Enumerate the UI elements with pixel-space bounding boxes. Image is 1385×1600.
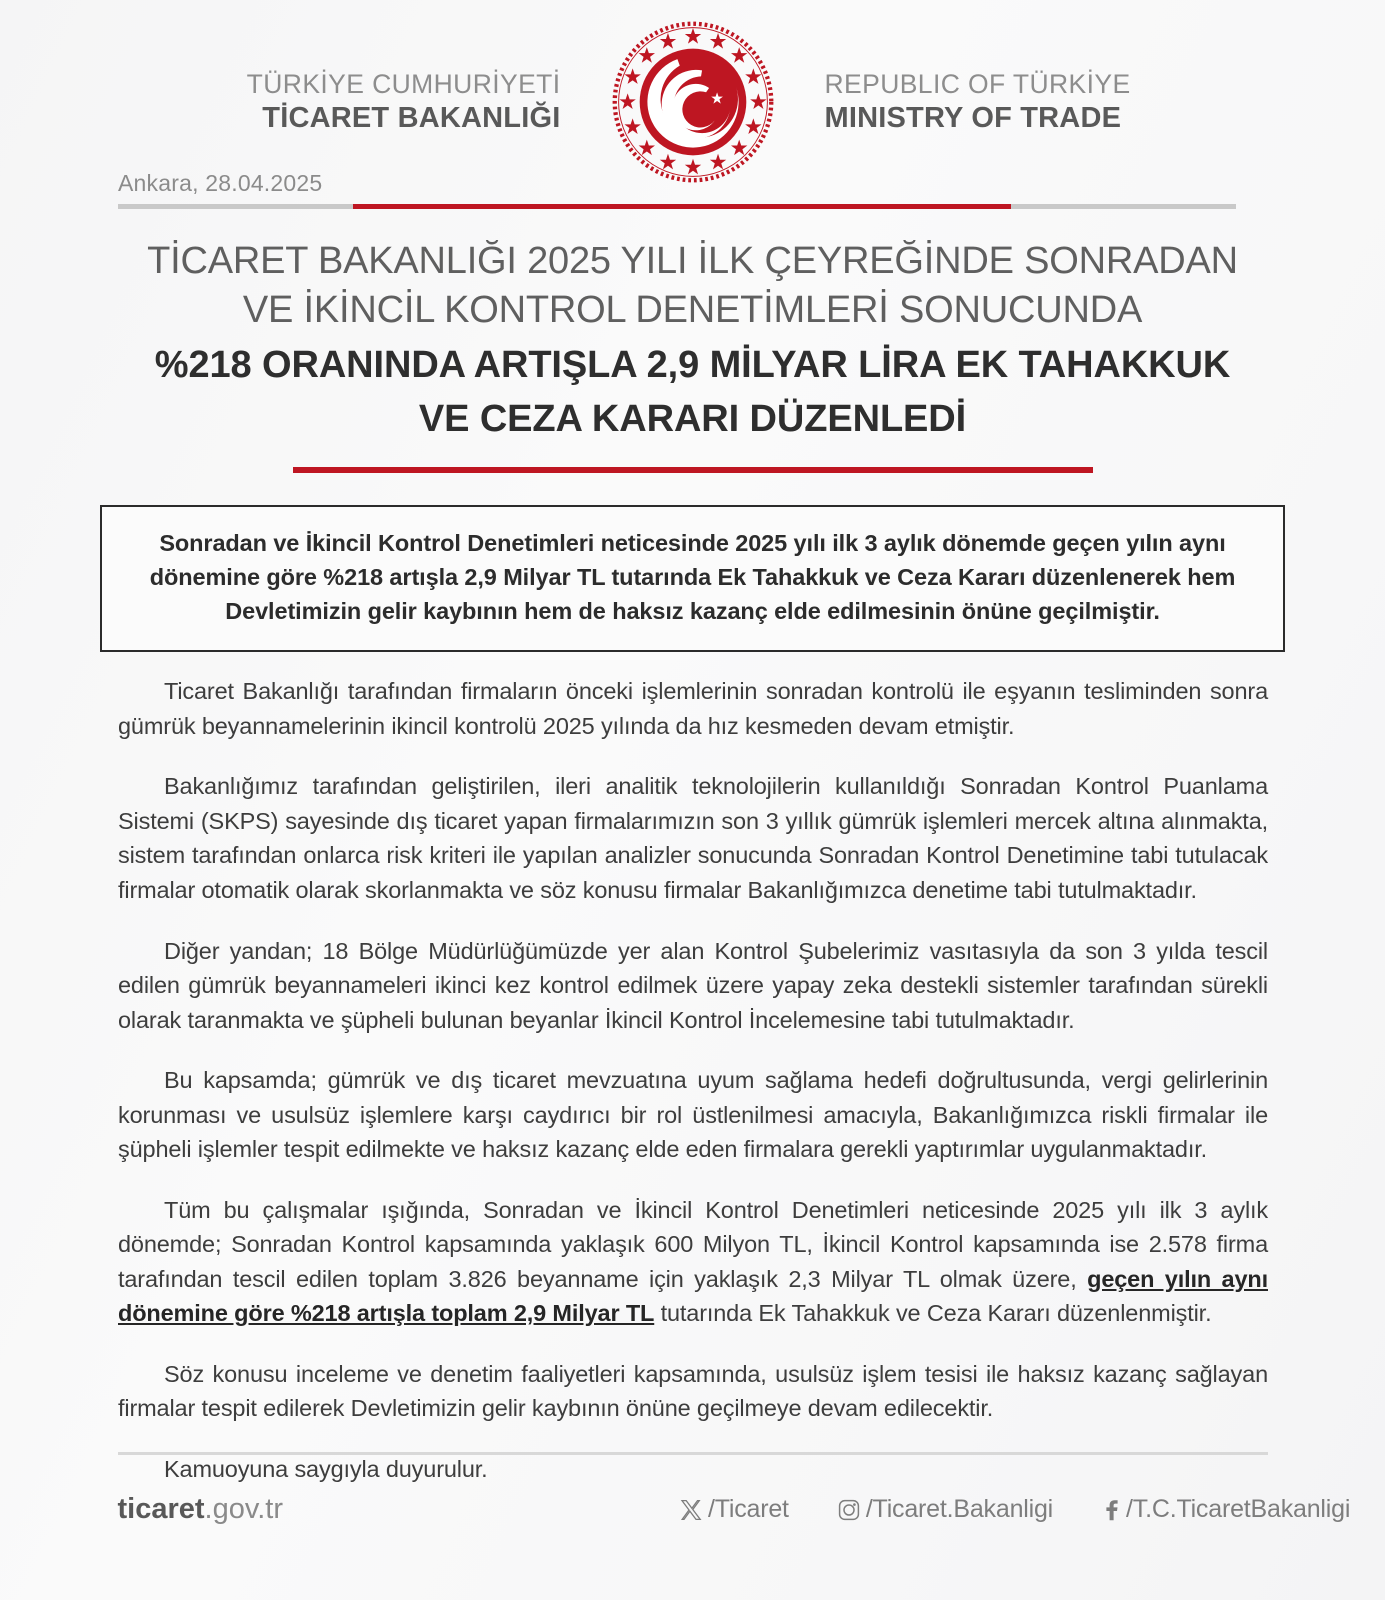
- social-link-instagram[interactable]: [837, 1495, 1053, 1524]
- masthead-tr-line1: TÜRKİYE CUMHURİYETİ: [246, 68, 561, 99]
- social-link-x[interactable]: [679, 1495, 789, 1524]
- paragraph-7: Kamuoyuna saygıyla duyurulur.: [164, 1455, 488, 1482]
- paragraph-5-emphasis: geçen yılın aynı dönemine göre %218 artışla toplam 2,9 Milyar TL: [118, 1265, 1268, 1327]
- social-handle-instagram: /Ticaret.Bakanligi: [865, 1495, 1054, 1523]
- page-title: [0, 237, 1385, 473]
- divider-segment-right: [1011, 204, 1236, 209]
- x-twitter-icon: [679, 1498, 703, 1522]
- turkish-ministry-of-trade-emblem: [607, 16, 779, 188]
- headline-line-3: %218 ORANINDA ARTIŞLA 2,9 MİLYAR LİRA EK TAHAKKUK: [154, 343, 1231, 386]
- paragraph-6: Söz konusu inceleme ve denetim faaliyetleri kapsamında, usulsüz işlem tesisi ile haksız kazanç sağlayan firmalar tespit edilerek Devletimizin gelir kaybının önüne geçilmeye devam edilecektir.: [118, 1360, 1268, 1422]
- headline-accent-rule: [293, 467, 1093, 473]
- paragraph-5: [118, 1193, 1268, 1331]
- instagram-icon: [837, 1498, 861, 1522]
- divider-segment-left: [118, 204, 353, 209]
- headline-line-1: TİCARET BAKANLIĞI 2025 YILI İLK ÇEYREĞİNDE SONRADAN: [147, 240, 1238, 282]
- website-brand[interactable]: [118, 1493, 283, 1526]
- paragraph-1: Ticaret Bakanlığı tarafından firmaların önceki işlemlerinin sonradan kontrolü ile eşyanın tesliminden sonra gümrük beyannamelerinin ikincil kontrolü 2025 yılında da hız kesmeden devam etmiştir.: [118, 678, 1268, 739]
- facebook-icon: [1101, 1498, 1121, 1522]
- brand-domain: .gov.tr: [204, 1493, 283, 1525]
- headline-line-4: VE CEZA KARARI DÜZENLEDİ: [418, 398, 967, 441]
- paragraph-4: Bu kapsamda; gümrük ve dış ticaret mevzuatına uyum sağlama hedefi doğrultusunda, vergi gelirlerinin korunması ve usulsüz işlemlere karşı caydırıcı bir rol üstlenilmesi amacıyla, Bakanlığımızca riskli firmalar ile şüpheli işlemler tespit edilmekte ve haksız kazanç elde eden firmalara gerekli yaptırımlar uygulanmaktadır.: [118, 1067, 1268, 1163]
- masthead-turkish-lockup: [231, 70, 561, 134]
- divider-segment-accent: [353, 204, 1011, 209]
- headline-line-2: VE İKİNCİL KONTROL DENETİMLERİ SONUCUNDA: [242, 289, 1143, 332]
- social-handle-facebook: /T.C.TicaretBakanligi: [1126, 1495, 1351, 1523]
- brand-name: ticaret: [117, 1493, 205, 1525]
- masthead-en-line2: MINISTRY OF TRADE: [824, 101, 1122, 134]
- summary-callout-text: Sonradan ve İkincil Kontrol Denetimleri neticesinde 2025 yılı ilk 3 aylık dönemde geçen yılın aynı dönemine göre %218 artışla 2,9 Milyar TL tutarında Ek Tahakkuk ve Ceza Kararı düzenlenerek hem Devletimizin gelir kaybının hem de haksız kazanç elde edilmesinin önüne geçilmiştir.: [149, 529, 1236, 624]
- article-body: [118, 674, 1268, 1486]
- paragraph-2: Bakanlığımız tarafından geliştirilen, ileri analitik teknolojilerin kullanıldığı Sonradan Kontrol Puanlama Sistemi (SKPS) sayesinde dış ticaret yapan firmalarımızın son 3 yıllık gümrük işlemleri mercek altına alınmakta, sistem tarafından onlarca risk kriteri ile yapılan analizler sonucunda Sonradan Kontrol Denetimine tabi tutulacak firmalar otomatik olarak skorlanmakta ve söz konusu firmalar Bakanlığımızca denetime tabi tutulmaktadır.: [118, 773, 1268, 903]
- dateline-divider: [118, 204, 1236, 209]
- paragraph-5-tail: tutarında Ek Tahakkuk ve Ceza Kararı düzenlenmiştir.: [654, 1300, 1212, 1327]
- social-links: [679, 1495, 1350, 1524]
- masthead-tr-line2: TİCARET BAKANLIĞI: [262, 101, 561, 134]
- paragraph-3: Diğer yandan; 18 Bölge Müdürlüğümüzde yer alan Kontrol Şubelerimiz vasıtasıyla da son 3 yılda tescil edilen gümrük beyannameleri ikinci kez kontrol edilmek üzere yapay zeka destekli sistemler tarafından sürekli olarak taranmakta ve şüpheli bulunan beyanlar İkincil Kontrol İncelemesine tabi tutulmaktadır.: [118, 937, 1268, 1033]
- masthead: [0, 0, 1385, 160]
- dateline: Ankara, 28.04.2025: [118, 170, 323, 196]
- page-footer: [0, 1452, 1385, 1600]
- masthead-en-line1: REPUBLIC OF TÜRKİYE: [824, 68, 1131, 99]
- summary-callout-box: [100, 505, 1285, 652]
- paragraph-5-lead: Tüm bu çalışmalar ışığında, Sonradan ve İkincil Kontrol Denetimleri neticesinde 2025 yılı ilk 3 aylık dönemde; Sonradan Kontrol kapsamında yaklaşık 600 Milyon TL, İkincil Kontrol kapsamında ise 2.578 firma tarafından tescil edilen toplam 3.826 beyanname için yaklaşık 2,3 Milyar TL olmak üzere,: [118, 1196, 1268, 1292]
- masthead-english-lockup: [825, 70, 1155, 134]
- social-link-facebook[interactable]: [1101, 1495, 1350, 1524]
- social-handle-x: /Ticaret: [707, 1495, 789, 1523]
